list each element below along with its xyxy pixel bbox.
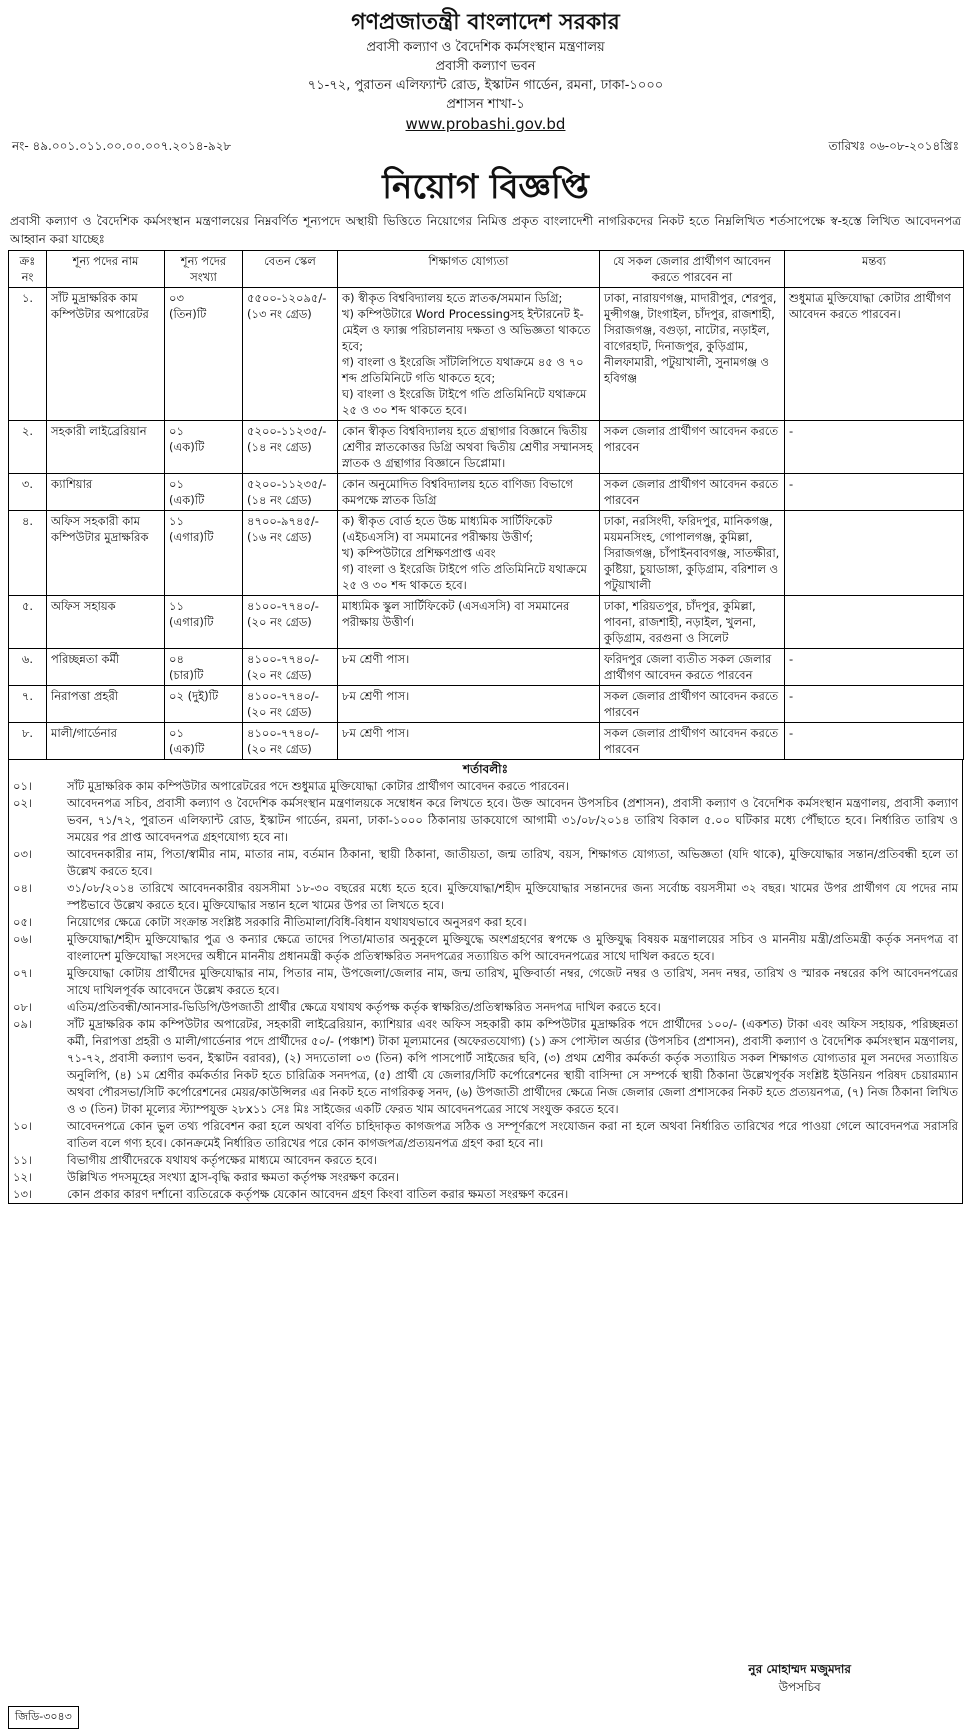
cell-pay bbox=[243, 686, 338, 723]
cell-post: অফিস সহায়ক bbox=[47, 596, 165, 649]
cell-pay bbox=[243, 649, 338, 686]
count-words: (এক)টি bbox=[169, 742, 205, 756]
qualification-item: ঘ) বাংলা ও ইংরেজি টাইপে গতি প্রতিমিনিটে যথাক্রমে ২৫ ও ৩০ শব্দ থাকতে হবে। bbox=[342, 387, 587, 417]
cell-post: সাঁট মুদ্রাক্ষরিক কাম কম্পিউটার অপারেটর bbox=[47, 288, 165, 421]
cell-districts: ঢাকা, শরিয়তপুর, চাঁদপুর, কুমিল্লা, পাবনা, রাজশাহী, নড়াইল, খুলনা, কুড়িগ্রাম, বরগুনা ও সিলেট bbox=[600, 596, 785, 649]
cell-districts: সকল জেলার প্রার্থীগণ আবেদন করতে পারবেন bbox=[600, 474, 785, 511]
cell-qualification bbox=[338, 649, 600, 686]
term-number: ০৪। bbox=[9, 880, 64, 914]
cell-count bbox=[165, 421, 243, 474]
cell-pay bbox=[243, 474, 338, 511]
term-text: এতিম/প্রতিবন্ধী/আনসার-ভিডিপি/উপজাতী প্রার্থীর ক্ষেত্রে যথাযথ কর্তৃপক্ষ কর্তৃক স্বাক্ষরিত/প্রতিস্বাক্ষরিত সনদপত্র দাখিল করতে হবে। bbox=[63, 999, 963, 1016]
cell-remarks: - bbox=[785, 649, 964, 686]
term-number: ০২। bbox=[9, 795, 64, 846]
pay-scale: ৪১০০-৭৭৪০/- bbox=[247, 726, 319, 740]
cell-pay bbox=[243, 288, 338, 421]
qualification-item: ক) স্বীকৃত বিশ্ববিদ্যালয় হতে স্নাতক/সমমান ডিগ্রি; bbox=[342, 291, 563, 305]
count-value: ১১ bbox=[169, 514, 184, 528]
table-row bbox=[9, 686, 964, 723]
list-item bbox=[9, 965, 963, 999]
term-text: কোন প্রকার কারণ দর্শানো ব্যতিরেকে কর্তৃপক্ষ যেকোন আবেদন গ্রহণ কিংবা বাতিল করার ক্ষমতা সংরক্ষণ করেন। bbox=[63, 1186, 963, 1204]
list-item bbox=[9, 846, 963, 880]
qualification-item: খ) কম্পিউটারে প্রশিক্ষণপ্রাপ্ত এবং bbox=[342, 546, 496, 560]
count-value: ০১ bbox=[169, 424, 184, 438]
cell-serial: ১. bbox=[9, 288, 47, 421]
list-item bbox=[9, 1169, 963, 1186]
pay-scale: ৫৫০০-১২০৯৫/- bbox=[247, 291, 327, 305]
term-number: ১২। bbox=[9, 1169, 64, 1186]
cell-post: ক্যাশিয়ার bbox=[47, 474, 165, 511]
term-text: বিভাগীয় প্রার্থীদেরকে যথাযথ কর্তৃপক্ষের মাধ্যমে আবেদন করতে হবে। bbox=[63, 1152, 963, 1169]
memo-number: নং- ৪৯.০০১.০১১.০০.০০.০০৭.২০১৪-৯২৮ bbox=[12, 139, 232, 153]
cell-remarks: - bbox=[785, 474, 964, 511]
cell-count bbox=[165, 596, 243, 649]
vacancy-table bbox=[8, 250, 964, 760]
cell-count bbox=[165, 649, 243, 686]
letterhead bbox=[8, 8, 963, 134]
cell-count bbox=[165, 723, 243, 760]
cell-districts: ঢাকা, নরসিংদী, ফরিদপুর, মানিকগঞ্জ, ময়মনসিংহ, গোপালগঞ্জ, কুমিল্লা, সিরাজগঞ্জ, চাঁপাইনবাবগঞ্জ, সাতক্ষীরা, কুষ্টিয়া, চুয়াডাঙ্গা, কুড়িগ্রাম, বরিশাল ও পটুয়াখালী bbox=[600, 511, 785, 596]
cell-count bbox=[165, 686, 243, 723]
notice-intro: প্রবাসী কল্যাণ ও বৈদেশিক কর্মসংস্থান মন্ত্রণালয়ের নিম্নবর্ণিত শূন্যপদে অস্থায়ী ভিত্তিতে নিয়োগের নিমিত্ত প্রকৃত বাংলাদেশী নাগরিকদের নিকট হতে নিম্নলিখিত শর্তসাপেক্ষে স্ব-হস্তে লিখিত আবেদনপত্র আহ্বান করা যাচ্ছেঃ bbox=[10, 214, 961, 246]
cell-post: সহকারী লাইব্রেরিয়ান bbox=[47, 421, 165, 474]
list-item bbox=[9, 778, 963, 795]
cell-serial: ৮. bbox=[9, 723, 47, 760]
gd-code: জিডি-৩০৪৩ bbox=[8, 1706, 79, 1729]
cell-pay bbox=[243, 596, 338, 649]
col-header-qualification: শিক্ষাগত যোগ্যতা bbox=[338, 251, 600, 288]
list-item bbox=[9, 1186, 963, 1204]
list-item bbox=[9, 795, 963, 846]
cell-post: অফিস সহকারী কাম কম্পিউটার মুদ্রাক্ষরিক bbox=[47, 511, 165, 596]
term-number: ০৮। bbox=[9, 999, 64, 1016]
cell-serial: ৫. bbox=[9, 596, 47, 649]
table-row bbox=[9, 288, 964, 421]
government-name: গণপ্রজাতন্ত্রী বাংলাদেশ সরকার bbox=[351, 10, 620, 35]
qualification-item: কোন স্বীকৃত বিশ্ববিদ্যালয় হতে গ্রন্থাগার বিজ্ঞানে দ্বিতীয় শ্রেণীর স্নাতকোত্তর ডিগ্রি অথবা দ্বিতীয় শ্রেণীর সম্মানসহ স্নাতক ও গ্রন্থাগার বিজ্ঞানে ডিপ্লোমা। bbox=[342, 424, 593, 470]
pay-grade: (২০ নং গ্রেড) bbox=[247, 668, 312, 682]
qualification-item: কোন অনুমোদিত বিশ্ববিদ্যালয় হতে বাণিজ্য বিভাগে কমপক্ষে স্নাতক ডিগ্রি bbox=[342, 477, 573, 507]
pay-grade: (১৪ নং গ্রেড) bbox=[247, 493, 312, 507]
qualification-item: ক) স্বীকৃত বোর্ড হতে উচ্চ মাধ্যমিক সার্টিফিকেট (এইচএসসি) বা সমমানের পরীক্ষায় উত্তীর্ণ; bbox=[342, 514, 553, 544]
col-header-serial: ক্রঃ নং bbox=[9, 251, 47, 288]
count-value: ১১ bbox=[169, 599, 184, 613]
cell-qualification bbox=[338, 288, 600, 421]
term-text: আবেদনপত্রে কোন ভুল তথ্য পরিবেশন করা হলে অথবা বর্ণিত চাহিদাকৃত কাগজপত্র সঠিক ও সম্পূর্ণরূপে সংযোজন করা না হলে অথবা নির্ধারিত তারিখের পরে পাওয়া গেলে আবেদনপত্র সরাসরি বাতিল বলে গণ্য হবে। কোনক্রমেই নির্ধারিত তারিখের পরে কোন কাগজপত্র/প্রত্যয়নপত্র গ্রহণ করা হবে না। bbox=[63, 1118, 963, 1152]
cell-pay bbox=[243, 511, 338, 596]
pay-scale: ৫২০০-১১২৩৫/- bbox=[247, 477, 327, 491]
term-number: ১০। bbox=[9, 1118, 64, 1152]
notice-title: নিয়োগ বিজ্ঞপ্তি bbox=[382, 167, 589, 207]
pay-scale: ৪১০০-৭৭৪০/- bbox=[247, 599, 319, 613]
cell-count bbox=[165, 511, 243, 596]
term-text: আবেদনকারীর নাম, পিতা/স্বামীর নাম, মাতার নাম, বর্তমান ঠিকানা, স্থায়ী ঠিকানা, জাতীয়তা, জন্ম তারিখ, বয়স, শিক্ষাগত যোগ্যতা, অভিজ্ঞতা (যদি থাকে), মুক্তিযোদ্ধার সন্তান/প্রতিবন্ধী হলে তা উল্লেখ করতে হবে। bbox=[63, 846, 963, 880]
cell-pay bbox=[243, 421, 338, 474]
signature-block bbox=[748, 1660, 851, 1696]
cell-pay bbox=[243, 723, 338, 760]
cell-remarks: শুধুমাত্র মুক্তিযোদ্ধা কোটার প্রার্থীগণ আবেদন করতে পারবেন। bbox=[785, 288, 964, 421]
table-row bbox=[9, 511, 964, 596]
count-value: ০৪ bbox=[169, 652, 184, 666]
pay-grade: (১৪ নং গ্রেড) bbox=[247, 440, 312, 454]
qualification-item: ৮ম শ্রেণী পাস। bbox=[342, 689, 410, 703]
table-row bbox=[9, 723, 964, 760]
term-number: ১৩। bbox=[9, 1186, 64, 1204]
count-words: (তিন)টি bbox=[169, 307, 207, 321]
cell-remarks bbox=[785, 596, 964, 649]
signatory-designation: উপসচিব bbox=[778, 1680, 821, 1694]
pay-scale: ৪৭০০-৯৭৪৫/- bbox=[247, 514, 319, 528]
cell-remarks bbox=[785, 511, 964, 596]
count-words: (এগার)টি bbox=[169, 530, 214, 544]
term-number: ০৯। bbox=[9, 1016, 64, 1118]
cell-serial: ৪. bbox=[9, 511, 47, 596]
cell-post: মালী/গার্ডেনার bbox=[47, 723, 165, 760]
term-text: আবেদনপত্র সচিব, প্রবাসী কল্যাণ ও বৈদেশিক কর্মসংস্থান মন্ত্রণালয়কে সম্বোধন করে লিখতে হবে। উক্ত আবেদন উপসচিব (প্রশাসন), প্রবাসী কল্যাণ ও বৈদেশিক কর্মসংস্থান মন্ত্রণালয়, প্রবাসী কল্যাণ ভবন, ৭১/৭২, পুরাতন এলিফ্যান্ট রোড, ইস্কাটন গার্ডেন, রমনা, ঢাকা-১০০০ ঠিকানায় ডাকযোগে আগামী ৩১/০৮/২০১৪ তারিখ বিকাল ৫.০০ ঘটিকার মধ্যে পৌঁছাতে হবে। নির্ধারিত তারিখ ও সময়ের পর প্রাপ্ত আবেদনপত্র গ্রহণযোগ্য হবে না। bbox=[63, 795, 963, 846]
cell-districts: ঢাকা, নারায়ণগঞ্জ, মাদারীপুর, শেরপুর, মুন্সীগঞ্জ, টাংগাইল, চাঁদপুর, রাজশাহী, সিরাজগঞ্জ, বগুড়া, নাটোর, নড়াইল, বাগেরহাট, দিনাজপুর, কুড়িগ্রাম, নীলফামারী, পটুয়াখালী, সুনামগঞ্জ ও হবিগঞ্জ bbox=[600, 288, 785, 421]
qualification-item: ৮ম শ্রেণী পাস। bbox=[342, 726, 410, 740]
pay-grade: (২০ নং গ্রেড) bbox=[247, 705, 312, 719]
qualification-item: ৮ম শ্রেণী পাস। bbox=[342, 652, 410, 666]
qualification-item: মাধ্যমিক স্কুল সার্টিফিকেট (এসএসসি) বা সমমানের পরীক্ষায় উত্তীর্ণ। bbox=[342, 599, 570, 629]
office-address: ৭১-৭২, পুরাতন এলিফ্যান্ট রোড, ইস্কাটন গার্ডেন, রমনা, ঢাকা-১০০০ bbox=[307, 78, 664, 93]
cell-serial: ২. bbox=[9, 421, 47, 474]
term-text: মুক্তিযোদ্ধা/শহীদ মুক্তিযোদ্ধার পুত্র ও কন্যার ক্ষেত্রে তাদের পিতা/মাতার অনুকূলে মুক্তিযুদ্ধে অংশগ্রহণের স্বপক্ষে ও মুক্তিযুদ্ধ বিষয়ক মন্ত্রণালয়ের সচিব ও মাননীয় মন্ত্রী/প্রতিমন্ত্রী কর্তৃক সনদপত্র বা বাংলাদেশ মুক্তিযোদ্ধা সংসদের অধীনে মাননীয় প্রধানমন্ত্রী কর্তৃক প্রতিস্বাক্ষরিত সনদপত্রের সত্যায়িত কপি আবেদনপত্রের সাথে দাখিল করতে হবে। bbox=[63, 931, 963, 965]
cell-qualification bbox=[338, 596, 600, 649]
cell-serial: ৭. bbox=[9, 686, 47, 723]
table-row bbox=[9, 596, 964, 649]
qualification-item: গ) বাংলা ও ইংরেজি সাঁটলিপিতে যথাক্রমে ৪৫ ও ৭০ শব্দ প্রতিমিনিটে গতি থাকতে হবে; bbox=[342, 355, 584, 385]
table-row bbox=[9, 421, 964, 474]
memo-date: তারিখঃ ০৬-০৮-২০১৪খ্রিঃ bbox=[828, 139, 959, 153]
term-text: ৩১/০৮/২০১৪ তারিখে আবেদনকারীর বয়সসীমা ১৮-৩০ বছরের মধ্যে হতে হবে। মুক্তিযোদ্ধা/শহীদ মুক্তিযোদ্ধার সন্তানদের জন্য সর্বোচ্চ বয়সসীমা ৩২ বছর। খামের উপর প্রার্থীগণ যে পদের নাম স্পষ্টভাবে উল্লেখ করতে হবে। মুক্তিযোদ্ধার সন্তান হলে খামের উপর তা লিখতে হবে। bbox=[63, 880, 963, 914]
cell-remarks: - bbox=[785, 723, 964, 760]
memo-row bbox=[8, 138, 963, 158]
pay-scale: ৫২০০-১১২৩৫/- bbox=[247, 424, 327, 438]
pay-grade: (২০ নং গ্রেড) bbox=[247, 615, 312, 629]
term-text: উল্লিখিত পদসমূহের সংখ্যা হ্রাস-বৃদ্ধি করার ক্ষমতা কর্তৃপক্ষ সংরক্ষণ করেন। bbox=[63, 1169, 963, 1186]
term-text: নিয়োগের ক্ষেত্রে কোটা সংক্রান্ত সংশ্লিষ্ট সরকারি নীতিমালা/বিধি-বিধান যথাযথভাবে অনুসরণ করা হবে। bbox=[63, 914, 963, 931]
pay-grade: (১৬ নং গ্রেড) bbox=[247, 530, 312, 544]
terms-list bbox=[8, 778, 963, 1204]
cell-remarks: - bbox=[785, 421, 964, 474]
pay-scale: ৪১০০-৭৭৪০/- bbox=[247, 689, 319, 703]
cell-remarks: - bbox=[785, 686, 964, 723]
col-header-post: শূন্য পদের নাম bbox=[47, 251, 165, 288]
count-words: (এক)টি bbox=[169, 440, 205, 454]
term-number: ০৩। bbox=[9, 846, 64, 880]
list-item bbox=[9, 1118, 963, 1152]
cell-serial: ৩. bbox=[9, 474, 47, 511]
qualification-item: খ) কম্পিউটারে Word Processingসহ ইন্টারনেট ই-মেইল ও ফ্যাক্স পরিচালনায় দক্ষতা ও অভিজ্ঞতা থাকতে হবে; bbox=[342, 307, 591, 353]
count-value: ০১ bbox=[169, 477, 184, 491]
list-item bbox=[9, 914, 963, 931]
cell-count bbox=[165, 288, 243, 421]
list-item bbox=[9, 1016, 963, 1118]
count-value: ০২ (দুই)টি bbox=[169, 689, 219, 703]
term-number: ১১। bbox=[9, 1152, 64, 1169]
signatory-name: নুর মোহাম্মদ মজুমদার bbox=[748, 1662, 851, 1676]
terms-title: শর্তাবলীঃ bbox=[8, 760, 963, 778]
cell-districts: সকল জেলার প্রার্থীগণ আবেদন করতে পারবেন bbox=[600, 421, 785, 474]
count-words: (চার)টি bbox=[169, 668, 204, 682]
count-words: (এক)টি bbox=[169, 493, 205, 507]
qualification-item: গ) বাংলা ও ইংরেজি টাইপে গতি প্রতিমিনিটে যথাক্রমে ২৫ ও ৩০ শব্দ থাকতে হবে। bbox=[342, 562, 587, 592]
ministry-name: প্রবাসী কল্যাণ ও বৈদেশিক কর্মসংস্থান মন্ত্রণালয় bbox=[366, 40, 605, 55]
table-row bbox=[9, 649, 964, 686]
term-number: ০৫। bbox=[9, 914, 64, 931]
cell-post: পরিচ্ছন্নতা কর্মী bbox=[47, 649, 165, 686]
cell-qualification bbox=[338, 723, 600, 760]
cell-districts: সকল জেলার প্রার্থীগণ আবেদন করতে পারবেন bbox=[600, 723, 785, 760]
term-text: মুক্তিযোদ্ধা কোটায় প্রার্থীদের মুক্তিযোদ্ধার নাম, পিতার নাম, উপজেলা/জেলার নাম, জন্ম তারিখ, মুক্তিবার্তা নম্বর, গেজেট নম্বর ও তারিখ, সনদ নম্বর, তারিখ ও স্মারক নম্বরের কপি আবেদনপত্রের সাথে দাখিলপূর্বক আবেদনে উল্লেখ করতে হবে। bbox=[63, 965, 963, 999]
col-header-count: শূন্য পদের সংখ্যা bbox=[165, 251, 243, 288]
list-item bbox=[9, 1152, 963, 1169]
col-header-remarks: মন্তব্য bbox=[785, 251, 964, 288]
count-value: ০১ bbox=[169, 726, 184, 740]
list-item bbox=[9, 931, 963, 965]
cell-districts: ফরিদপুর জেলা ব্যতীত সকল জেলার প্রার্থীগণ আবেদন করতে পারবেন bbox=[600, 649, 785, 686]
list-item bbox=[9, 880, 963, 914]
count-value: ০৩ bbox=[169, 291, 184, 305]
cell-districts: সকল জেলার প্রার্থীগণ আবেদন করতে পারবেন bbox=[600, 686, 785, 723]
table-row bbox=[9, 474, 964, 511]
col-header-districts: যে সকল জেলার প্রার্থীগণ আবেদন করতে পারবেন না bbox=[600, 251, 785, 288]
pay-grade: (২০ নং গ্রেড) bbox=[247, 742, 312, 756]
branch-name: প্রশাসন শাখা-১ bbox=[446, 97, 525, 112]
term-number: ০১। bbox=[9, 778, 64, 795]
col-header-pay: বেতন স্কেল bbox=[243, 251, 338, 288]
term-text: সাঁট মুদ্রাক্ষরিক কাম কম্পিউটার অপারেটরের পদে শুধুমাত্র মুক্তিযোদ্ধা কোটার প্রার্থীগণ আবেদন করতে পারবেন। bbox=[63, 778, 963, 795]
cell-count bbox=[165, 474, 243, 511]
vacancy-table-header bbox=[9, 251, 964, 288]
term-number: ০৭। bbox=[9, 965, 64, 999]
pay-grade: (১৩ নং গ্রেড) bbox=[247, 307, 312, 321]
cell-serial: ৬. bbox=[9, 649, 47, 686]
cell-post: নিরাপত্তা প্রহরী bbox=[47, 686, 165, 723]
cell-qualification bbox=[338, 421, 600, 474]
pay-scale: ৪১০০-৭৭৪০/- bbox=[247, 652, 319, 666]
cell-qualification bbox=[338, 686, 600, 723]
term-text: সাঁট মুদ্রাক্ষরিক কাম কম্পিউটার অপারেটর, সহকারী লাইব্রেরিয়ান, ক্যাশিয়ার এবং অফিস সহকারী কাম কম্পিউটার মুদ্রাক্ষরিক পদে প্রার্থীদের ১০০/- (একশত) টাকা এবং অফিস সহায়ক, পরিচ্ছন্নতা কর্মী, নিরাপত্তা প্রহরী ও মালী/গার্ডেনার পদে প্রার্থীদের ৫০/- (পঞ্চাশ) টাকা মূল্যমানের (অফেরতযোগ্য) (১) ক্রস পোস্টাল অর্ডার (উপসচিব (প্রশাসন), প্রবাসী কল্যাণ ও বৈদেশিক কর্মসংস্থান মন্ত্রণালয়, ৭১-৭২, প্রবাসী কল্যাণ ভবন, ইস্কাটন বরাবর), (২) সদ্যতোলা ০৩ (তিন) কপি পাসপোর্ট সাইজের ছবি, (৩) প্রথম শ্রেণীর কর্মকর্তা কর্তৃক সত্যায়িত সকল শিক্ষাগত যোগ্যতার মূল সনদের সত্যায়িত অনুলিপি, (৪) ১ম শ্রেণীর কর্মকর্তার নিকট হতে চারিত্রিক সনদপত্র, (৫) প্রার্থী যে জেলার/সিটি কর্পোরেশনের স্থায়ী বাসিন্দা সে সম্পর্কে স্থায়ী ঠিকানা উল্লেখপূর্বক সংশ্লিষ্ট ইউনিয়ন পরিষদ চেয়ারম্যান অথবা পৌরসভা/সিটি কর্পোরেশনের মেয়র/কাউন্সিলর এর নিকট হতে নাগরিকত্ব সনদ, (৬) উপজাতী প্রার্থীদের ক্ষেত্রে নিজ জেলার জেলা প্রশাসকের নিকট হতে প্রত্যয়নপত্র, (৭) নিজ ঠিকানা লিখিত ও ৩ (তিন) টাকা মূল্যের স্ট্যাম্পযুক্ত ২৮x১১ সেঃ মিঃ সাইজের একটি ফেরত খাম আবেদনপত্রের সাথে সংযুক্ত করতে হবে। bbox=[63, 1016, 963, 1118]
count-words: (এগার)টি bbox=[169, 615, 214, 629]
website-link[interactable]: www.probashi.gov.bd bbox=[405, 115, 566, 133]
list-item bbox=[9, 999, 963, 1016]
term-number: ০৬। bbox=[9, 931, 64, 965]
cell-qualification bbox=[338, 511, 600, 596]
building-name: প্রবাসী কল্যাণ ভবন bbox=[435, 59, 536, 74]
cell-qualification bbox=[338, 474, 600, 511]
